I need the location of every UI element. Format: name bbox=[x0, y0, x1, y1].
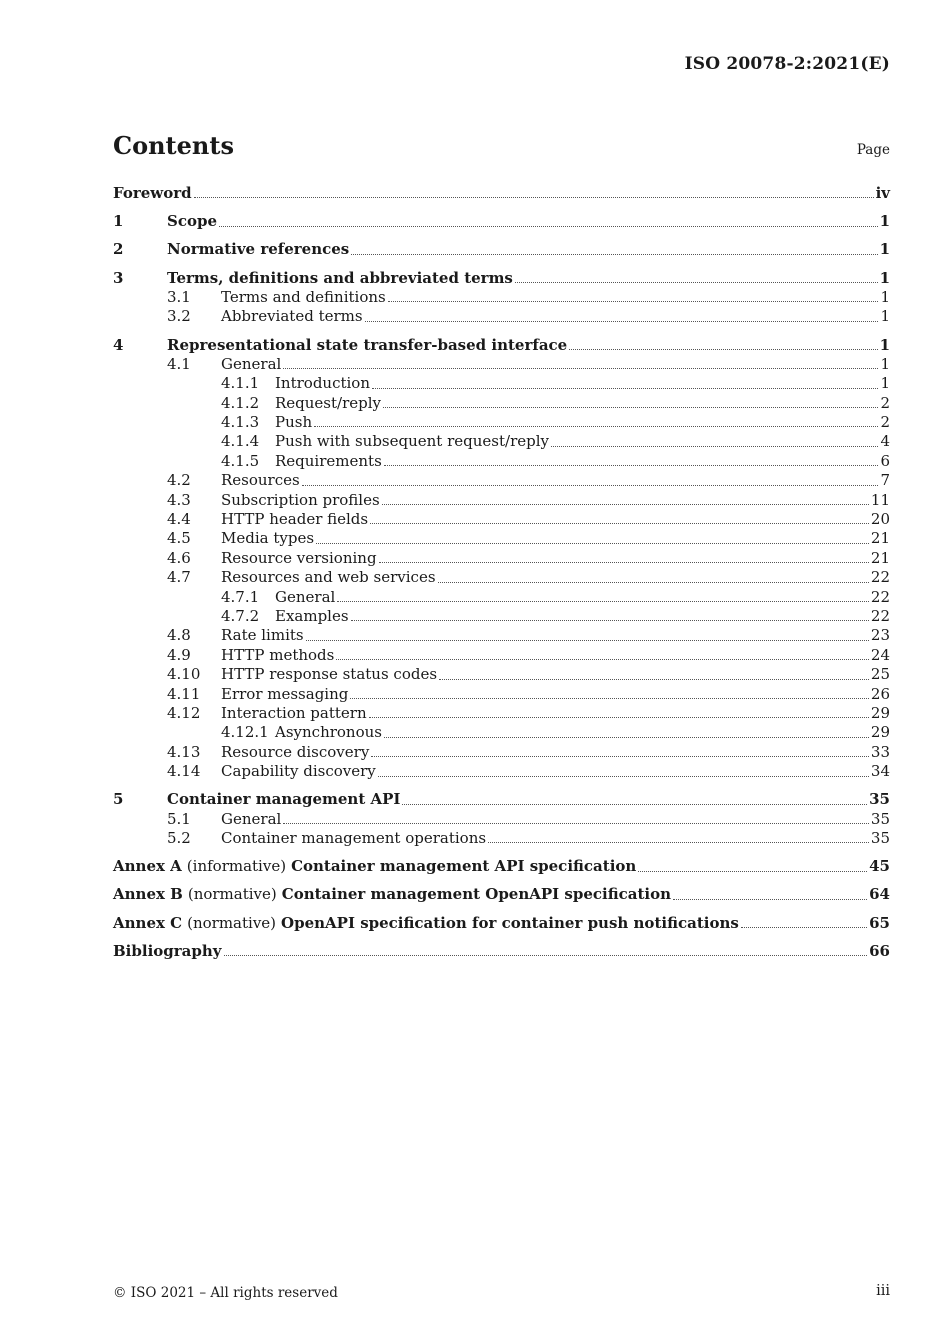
toc-number: 1 bbox=[113, 212, 124, 231]
toc-title: OpenAPI specification for container push notifications bbox=[281, 913, 739, 932]
toc-entry[interactable] bbox=[113, 212, 890, 231]
toc-number: 4.2 bbox=[167, 471, 191, 490]
toc-number: 4.1.4 bbox=[221, 432, 260, 451]
toc-entry[interactable] bbox=[113, 307, 890, 326]
toc-entry[interactable] bbox=[113, 857, 890, 876]
toc-entry[interactable] bbox=[113, 529, 890, 548]
toc-title: Requirements bbox=[275, 451, 382, 470]
toc-leader-dots bbox=[379, 562, 869, 563]
toc-title: Asynchronous bbox=[275, 723, 382, 742]
toc-number: 2 bbox=[113, 240, 124, 259]
toc-entry[interactable] bbox=[113, 288, 890, 307]
toc-page-number: 33 bbox=[870, 742, 890, 761]
toc-leader-dots bbox=[673, 899, 867, 900]
toc-leader-dots bbox=[378, 776, 869, 777]
toc-entry[interactable] bbox=[113, 549, 890, 568]
toc-leader-dots bbox=[283, 823, 869, 824]
toc-page-number: 23 bbox=[870, 626, 890, 645]
toc-leader-dots bbox=[551, 446, 878, 447]
toc-leader-dots bbox=[382, 504, 869, 505]
toc-leader-dots bbox=[438, 582, 869, 583]
toc-page-number: 20 bbox=[870, 510, 890, 529]
toc-title: Representational state transfer-based interface bbox=[167, 335, 568, 354]
toc-leader-dots bbox=[383, 407, 878, 408]
toc-number: 4.1.3 bbox=[221, 413, 260, 432]
toc-page-number: 2 bbox=[880, 393, 890, 412]
toc-title: Normative references bbox=[167, 240, 350, 259]
toc-title: HTTP methods bbox=[221, 645, 335, 664]
toc-annex-type: (normative) bbox=[187, 885, 277, 904]
toc-leader-dots bbox=[569, 349, 877, 350]
toc-entry[interactable] bbox=[113, 394, 890, 413]
toc-leader-dots bbox=[384, 737, 869, 738]
toc-title: Resources bbox=[221, 471, 300, 490]
toc-title: Scope bbox=[167, 212, 218, 231]
toc-entry[interactable] bbox=[113, 432, 890, 451]
toc-leader-dots bbox=[283, 368, 878, 369]
toc-page-number: 4 bbox=[880, 432, 890, 451]
page-column-label: Page bbox=[856, 142, 890, 158]
toc-page-number: 21 bbox=[870, 548, 890, 567]
toc-page-number: 34 bbox=[870, 762, 890, 781]
toc-number: 4.9 bbox=[167, 645, 191, 664]
toc-entry[interactable] bbox=[113, 510, 890, 529]
toc-title: HTTP header fields bbox=[221, 510, 369, 529]
toc-leader-dots bbox=[365, 321, 879, 322]
toc-leader-dots bbox=[219, 226, 878, 227]
toc-entry[interactable] bbox=[113, 355, 890, 374]
toc-number: 4.4 bbox=[167, 510, 191, 529]
toc-title: Examples bbox=[275, 607, 349, 625]
toc-entry[interactable] bbox=[113, 336, 890, 355]
page-number: iii bbox=[876, 1283, 890, 1299]
toc-title: Resource discovery bbox=[221, 742, 370, 761]
toc-leader-dots bbox=[350, 698, 869, 699]
toc-entry[interactable] bbox=[113, 942, 890, 961]
copyright-notice: © ISO 2021 – All rights reserved bbox=[113, 1285, 338, 1301]
toc-leader-dots bbox=[741, 927, 867, 928]
toc-number: 4.7.1 bbox=[221, 587, 260, 606]
toc-title: Container management API bbox=[167, 790, 401, 809]
toc-title: Subscription profiles bbox=[221, 490, 380, 509]
toc-page-number: 22 bbox=[870, 587, 890, 606]
toc-title: General bbox=[275, 587, 336, 606]
toc-entry[interactable] bbox=[113, 685, 890, 704]
toc-title: HTTP response status codes bbox=[221, 665, 438, 684]
toc-page-number: 7 bbox=[880, 471, 890, 490]
toc-leader-dots bbox=[384, 465, 879, 466]
toc-title: Container management API specification bbox=[291, 857, 637, 876]
toc-annex-label: Annex B bbox=[113, 885, 183, 904]
toc-entry[interactable] bbox=[113, 665, 890, 684]
toc-annex-type: (normative) bbox=[187, 913, 277, 932]
toc-title: Bibliography bbox=[113, 941, 222, 960]
toc-entry[interactable] bbox=[113, 762, 890, 781]
toc-page-number: 22 bbox=[870, 607, 890, 625]
toc-entry[interactable] bbox=[113, 184, 890, 203]
toc-annex-label: Annex C bbox=[113, 913, 183, 932]
toc-page-number: 1 bbox=[880, 354, 890, 373]
toc-page-number: 45 bbox=[869, 857, 890, 876]
toc-number: 4.1.2 bbox=[221, 393, 260, 412]
toc-title: General bbox=[221, 809, 282, 828]
toc-title: Push bbox=[275, 413, 313, 432]
toc-number: 4.5 bbox=[167, 529, 191, 548]
toc-title: General bbox=[221, 354, 282, 373]
toc-number: 4.7.2 bbox=[221, 607, 260, 625]
toc-title: Foreword bbox=[113, 184, 192, 202]
toc-page-number: 26 bbox=[870, 684, 890, 703]
toc-number: 4.7 bbox=[167, 568, 191, 587]
toc-page-number: 35 bbox=[870, 829, 890, 848]
toc-entry[interactable] bbox=[113, 413, 890, 432]
toc-entry[interactable] bbox=[113, 269, 890, 288]
toc-title: Request/reply bbox=[275, 393, 382, 412]
toc-leader-dots bbox=[370, 523, 869, 524]
toc-leader-dots bbox=[351, 254, 877, 255]
toc-leader-dots bbox=[336, 659, 869, 660]
toc-annex-type: (informative) bbox=[186, 857, 287, 876]
toc-number: 5 bbox=[113, 790, 124, 809]
toc-title: Container management OpenAPI specification bbox=[281, 885, 672, 904]
toc-entry[interactable] bbox=[113, 588, 890, 607]
toc-leader-dots bbox=[488, 842, 869, 843]
toc-leader-dots bbox=[314, 426, 878, 427]
toc-page-number: 1 bbox=[879, 212, 890, 231]
toc-leader-dots bbox=[638, 871, 867, 872]
toc-entry[interactable] bbox=[113, 374, 890, 393]
toc-title: Resources and web services bbox=[221, 568, 436, 587]
toc-leader-dots bbox=[515, 282, 878, 283]
toc-leader-dots bbox=[371, 756, 869, 757]
toc-entry[interactable] bbox=[113, 723, 890, 742]
toc-title: Push with subsequent request/reply bbox=[275, 432, 549, 451]
toc-title: Error messaging bbox=[221, 684, 349, 703]
toc-leader-dots bbox=[194, 197, 874, 198]
toc-page-number: 21 bbox=[870, 529, 890, 548]
toc-title: Introduction bbox=[275, 374, 370, 393]
toc-number: 4 bbox=[113, 335, 124, 354]
toc-entry[interactable] bbox=[113, 626, 890, 645]
toc-page-number: 66 bbox=[869, 941, 890, 960]
toc-page-number: 65 bbox=[869, 913, 890, 932]
toc-title: Rate limits bbox=[221, 626, 304, 645]
toc-entry[interactable] bbox=[113, 607, 890, 626]
toc-leader-dots bbox=[337, 601, 869, 602]
toc-number: 4.12 bbox=[167, 703, 201, 722]
toc-number: 5.2 bbox=[167, 829, 191, 848]
toc-number: 4.6 bbox=[167, 548, 191, 567]
toc-number: 4.10 bbox=[167, 665, 201, 684]
toc-entry[interactable] bbox=[113, 885, 890, 904]
toc-page-number: 24 bbox=[870, 645, 890, 664]
toc-page-number: 6 bbox=[880, 451, 890, 470]
toc-entry[interactable] bbox=[113, 914, 890, 933]
toc-leader-dots bbox=[351, 620, 869, 621]
toc-entry[interactable] bbox=[113, 704, 890, 723]
toc-title: Terms, definitions and abbreviated terms bbox=[167, 268, 513, 287]
toc-leader-dots bbox=[224, 955, 868, 956]
document-id: ISO 20078-2:2021(E) bbox=[684, 54, 890, 74]
toc-leader-dots bbox=[439, 679, 869, 680]
toc-number: 3.1 bbox=[167, 287, 191, 306]
toc-title: Capability discovery bbox=[221, 762, 376, 781]
toc-leader-dots bbox=[302, 485, 879, 486]
toc-entry[interactable] bbox=[113, 491, 890, 510]
toc-leader-dots bbox=[306, 640, 869, 641]
toc-page-number: 1 bbox=[880, 307, 890, 326]
toc-page-number: 22 bbox=[870, 568, 890, 587]
toc-number: 4.14 bbox=[167, 762, 201, 781]
toc-entry[interactable] bbox=[113, 240, 890, 259]
toc-title: Container management operations bbox=[221, 829, 487, 848]
toc-page-number: 64 bbox=[869, 885, 890, 904]
toc-number: 4.1.5 bbox=[221, 451, 260, 470]
toc-page-number: 2 bbox=[880, 413, 890, 432]
toc-number: 4.13 bbox=[167, 742, 201, 761]
toc-page-number: 29 bbox=[870, 723, 890, 742]
toc-entry[interactable] bbox=[113, 452, 890, 471]
toc-page-number: iv bbox=[875, 184, 890, 202]
toc-number: 3 bbox=[113, 268, 124, 287]
toc-page-number: 25 bbox=[870, 665, 890, 684]
toc-title: Abbreviated terms bbox=[221, 307, 363, 326]
toc-page-number: 1 bbox=[879, 268, 890, 287]
toc-number: 3.2 bbox=[167, 307, 191, 326]
toc-page-number: 29 bbox=[870, 703, 890, 722]
toc-leader-dots bbox=[388, 301, 879, 302]
toc-title: Media types bbox=[221, 529, 315, 548]
toc-entry[interactable] bbox=[113, 568, 890, 587]
toc-page-number: 1 bbox=[880, 287, 890, 306]
toc-number: 4.11 bbox=[167, 684, 201, 703]
toc-page-number: 1 bbox=[880, 374, 890, 393]
toc-number: 4.1.1 bbox=[221, 374, 260, 393]
toc-leader-dots bbox=[316, 543, 869, 544]
toc-page-number: 11 bbox=[870, 490, 890, 509]
toc-leader-dots bbox=[402, 804, 867, 805]
toc-number: 5.1 bbox=[167, 809, 191, 828]
toc-entry[interactable] bbox=[113, 829, 890, 848]
table-of-contents bbox=[113, 184, 890, 961]
toc-annex-label: Annex A bbox=[113, 857, 182, 876]
toc-title: Terms and definitions bbox=[221, 287, 386, 306]
toc-entry[interactable] bbox=[113, 743, 890, 762]
toc-leader-dots bbox=[369, 717, 869, 718]
toc-title: Interaction pattern bbox=[221, 703, 367, 722]
toc-page-number: 1 bbox=[879, 335, 890, 354]
toc-page-number: 35 bbox=[870, 809, 890, 828]
toc-page-number: 35 bbox=[869, 790, 890, 809]
toc-entry[interactable] bbox=[113, 810, 890, 829]
contents-heading: Contents bbox=[113, 131, 234, 160]
toc-title: Resource versioning bbox=[221, 548, 377, 567]
toc-page-number: 1 bbox=[879, 240, 890, 259]
toc-entry[interactable] bbox=[113, 471, 890, 490]
toc-number: 4.12.1 bbox=[221, 723, 269, 742]
toc-number: 4.1 bbox=[167, 354, 191, 373]
toc-number: 4.3 bbox=[167, 490, 191, 509]
toc-leader-dots bbox=[372, 388, 878, 389]
toc-entry[interactable] bbox=[113, 646, 890, 665]
toc-number: 4.8 bbox=[167, 626, 191, 645]
toc-entry[interactable] bbox=[113, 790, 890, 809]
